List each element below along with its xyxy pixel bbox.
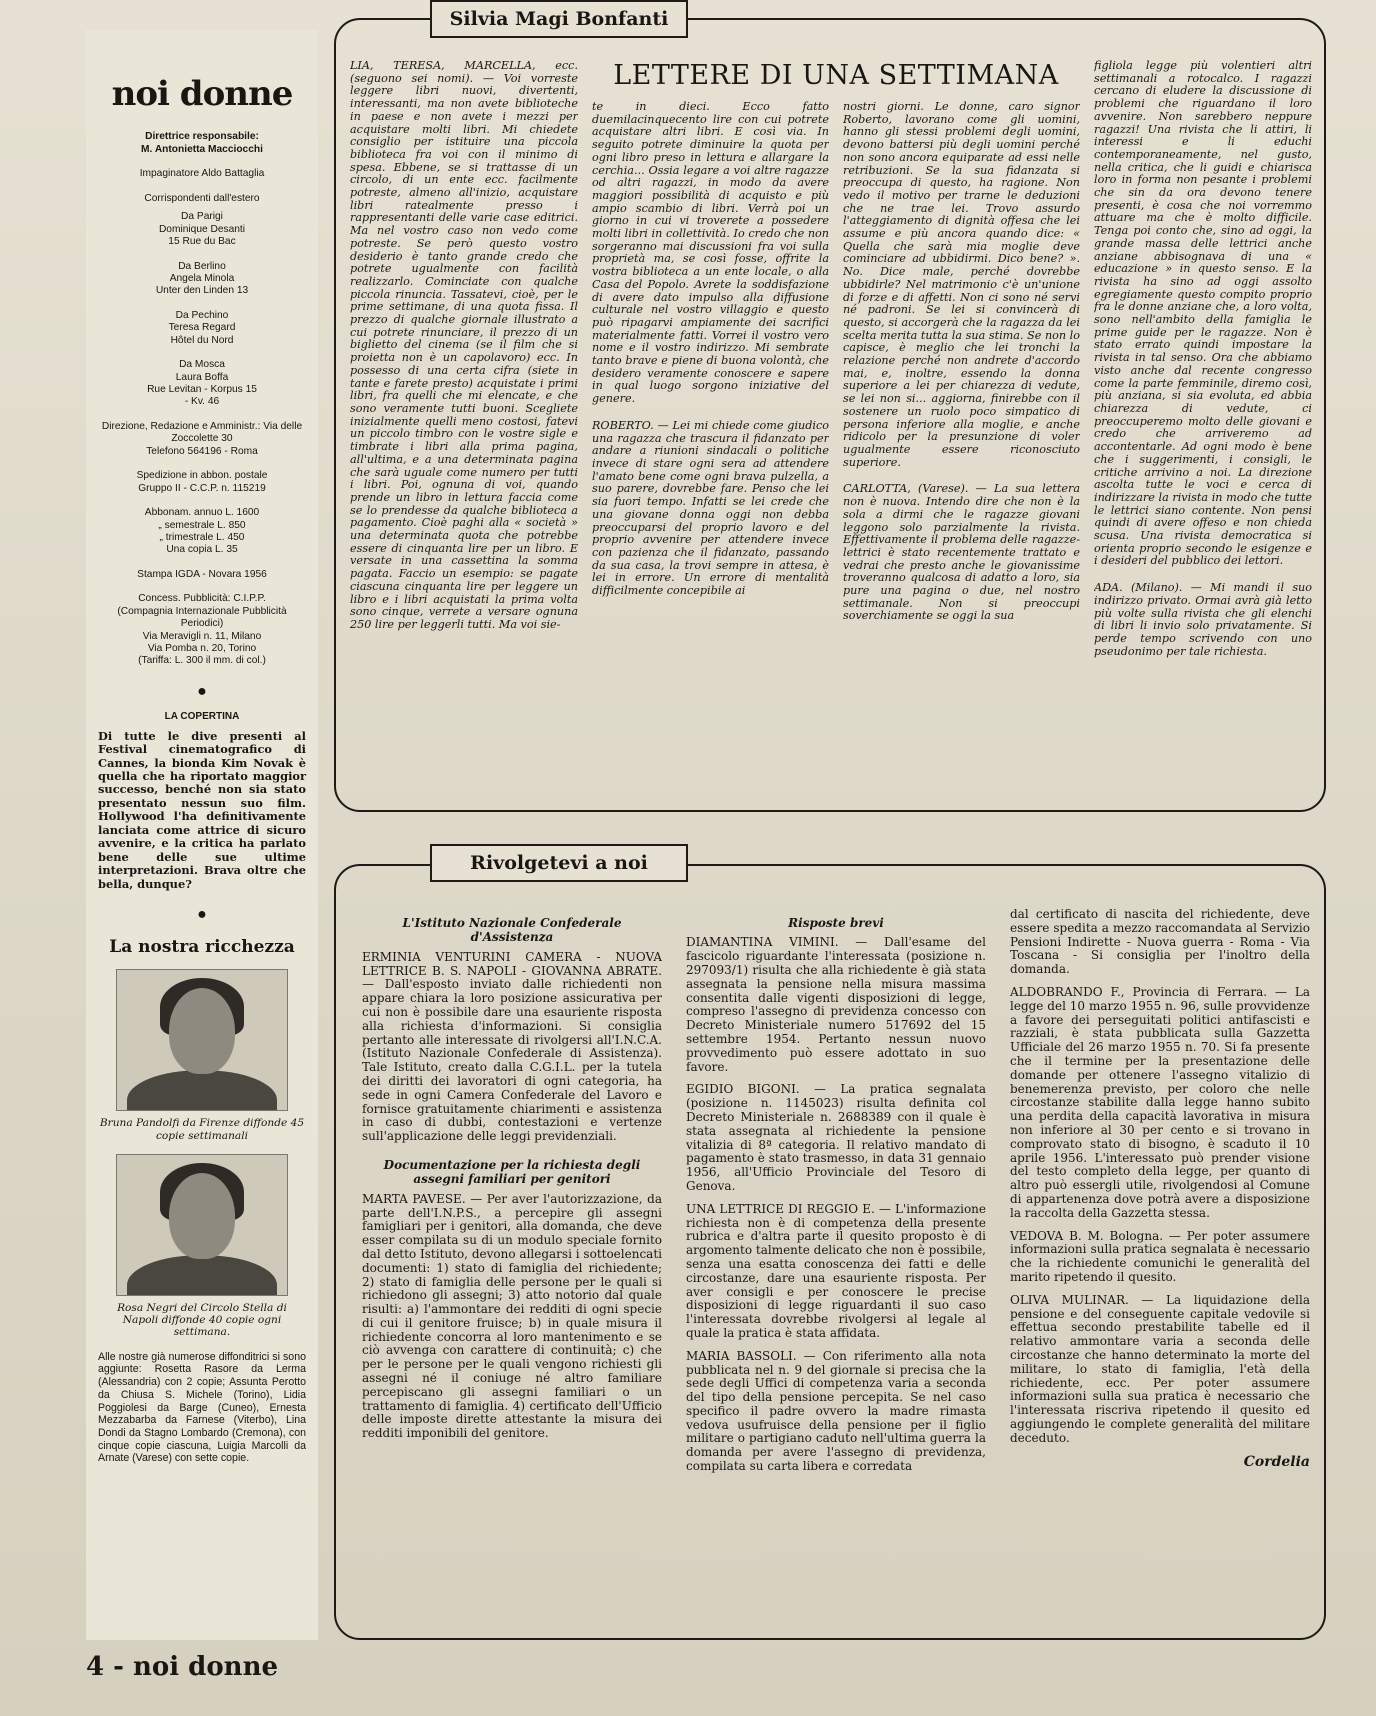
advice-tab: Rivolgetevi a noi [430, 844, 688, 882]
advice-text: ALDOBRANDO F., Provincia di Ferrara. — La legge del 10 marzo 1955 n. 96, sulle provvidenze a favore dei perseguitati politici antifascisti e razziali, è stata pubblicata sulla Gazzetta Ufficiale del 26 marzo 1955 n. 70. Si fa presente che il termine per la presentazione delle domande per ottenere l'assegno vitalizio di benemerenza previsto, per coloro che nelle circostanze stabilite dalla legge hanno subito una perdita della capacità lavorativa in misura non inferiore al 30 per cento e si trovano in comprovato stato di bisogno, è scaduto il 10 aprile 1956. L'interessato può prender visione del testo completo della legge, per quanto di altro può essergli utile, rivolgendosi al Comune di appartenenza dove potrà avere a disposizione la raccolta della Gazzetta stessa. [1010, 984, 1310, 1220]
director-label: Direttrice responsabile: [145, 131, 259, 143]
page-footer: 4 - noi donne [86, 1652, 279, 1682]
letters-center-cols [592, 101, 1080, 800]
letter-text: LIA, TERESA, MARCELLA, ecc. (seguono sei nomi). — Voi vorreste leggere libri nuovi, divertenti, interessanti, ma non avete biblioteche in paese e non avete i mezzi per acquistare molti libri. Mi chiedete consiglio per istituire una piccola biblioteca fra voi con il minimo di spesa. Ebbene, se si trattasse di un circolo, di un ente ecc. facilmente potreste, almeno all'inizio, acquistare libri ratealmente presso i rappresentanti delle varie case editrici. Ma nel vostro caso non vedo come potreste. Se però questo vostro desiderio è tanto grande credo che potrete ugualmente con facilità realizzarlo. Cominciate con qualche piccola rinuncia. Tassatevi, cioè, per le prime settimane, di una quota fissa. Il prezzo di qualche giornale illustrato a cui potrete rinunciare, il prezzo di un biglietto del cinema (se il film che si proietta non è un capolavoro) ecc. In possesso di una certa cifra (siete in tante e farete presto) acquistate i primi libri, fra quelli che mi elencate, e che sono veramente tutti buoni. Scegliete inizialmente quelli meno costosi, fatevi un piccolo timbro con le vostre sigle e timbrate i libri alla prima pagina, all'ultima, e a una determinata pagina che sarà uguale come numero per tutti i libri. Poi, ognuna di voi, quando prende un libro in lettura faccia come se lo prendesse da qualche biblioteca a pagamento. Cioè paghi alla « società » una determinata quota che potrebbe essere di cinquanta lire per un libro. E versate in una cassettina la somma pagata. Faccio un esempio: se pagate ciascuna cinquanta lire per leggere un libro e i libri acquistati la prima volta sono cinque, verrete a versare ognuna 250 lire per leggerli tutti. Ma voi sie- [350, 60, 578, 631]
short-answers-heading: Risposte brevi [788, 916, 884, 930]
subscription-prices: Abbonam. annuo L. 1600 „ semestrale L. 850 „ trimestrale L. 450 Una copia L. 35 [144, 507, 260, 556]
contributors-text: Alle nostre già numerose diffonditrici si sono aggiunte: Rosetta Rasore da Lerma (Alessandria) con 2 copie; Assunta Perotto da Chiusa S. Michele (Torino), Lidia Poggiolesi da Barge (Cuneo), Ernesta Mezzabarba da Farnese (Viterbo), Lina Dondi da Stagno Lombardo (Cremona), con cinque copie ciascuna, Luigia Marcolli da Arnate (Varese) con sette copie. [98, 1350, 306, 1465]
portrait-photo-1 [116, 969, 288, 1111]
correspondent-berlin: Da Berlino Angela Minola Unter den Linden 13 [155, 260, 249, 297]
director-name: M. Antonietta Macciocchi [141, 143, 263, 155]
letters-col-3 [843, 101, 1080, 800]
advice-col-1 [362, 908, 662, 1630]
letters-col-2 [592, 101, 829, 800]
advice-text: MARTA PAVESE. — Per aver l'autorizzazione, da parte dell'I.N.P.S., a percepire gli assegni famigliari per i genitori, alla domanda, che deve esser compilata su di un modulo speciale fornito dal detto Istituto, devono allegarsi i sottoelencati documenti: 1) stato di famiglia del richiedente; 2) stato di famiglia delle persone per le quali si richiedono gli assegni; 3) atto notorio dal quale risulti: a) l'ammontare dei redditi di ogni specie di cui il genitore fruisce; b) in quale misura il richiedente concorra al loro mantenimento e se ciò avvenga con carattere di continuità; c) che per le persone per le quali vengono richiesti gli assegni né il coniuge né altro familiare percepiscano gli assegni familiari o un trattamento di famiglia. 4) certificato dell'Ufficio delle imposte dirette attestante la misura dei redditi imponibili del genitore. [362, 1191, 662, 1441]
editorial-address: Direzione, Redazione e Amministr.: Via delle Zoccolette 30 Telefono 564196 - Roma [101, 420, 303, 457]
letters-center [592, 60, 1080, 800]
advice-text: EGIDIO BIGONI. — La pratica segnalata (posizione n. 1145023) risulta definita col Decreto Ministeriale n. 2688389 con il quale è stata assegnata al richiedente la pensione vitalizia di 8ª categoria. Il relativo mandato di pagamento è stato trasmesso, in data 31 gennaio 1956, all'Ufficio Provinciale del Tesoro di Genova. [686, 1082, 986, 1193]
printer-credit: Stampa IGDA - Novara 1956 [137, 568, 267, 580]
advice-text: ERMINIA VENTURINI CAMERA - NUOVA LETTRICE B. S. NAPOLI - GIOVANNA ABRATE. — Dall'esposto inviato dalle richiedenti non appare chiara la loro posizione assicurativa per cui non è possibile dare una esauriente risposta alla richiesta d'informazioni. Si consiglia pertanto alle interessate di rivolgersi all'I.N.C.A. (Istituto Nazionale Confederale di Assistenza). Tale Istituto, creato dalla C.G.I.L. per la tutela dei diritti dei lavoratori di ogni categoria, ha sede in ogni Camera Confederale del Lavoro e fornisce gratuitamente chiarimenti e assistenza in caso di dubbi, contestazioni e vertenze sull'applicazione delle leggi previdenziali. [362, 949, 662, 1144]
correspondent-beijing: Da Pechino Teresa Regard Hôtel du Nord [168, 309, 236, 346]
letters-col-1 [350, 60, 578, 800]
photo-caption-2: Rosa Negri del Circolo Stella di Napoli diffonde 40 copie ogni settimana. [117, 1301, 287, 1339]
masthead-title: noi donne [111, 74, 293, 114]
correspondent-moscow: Da Mosca Laura Boffa Rue Levitan - Korpus 15 - Kv. 46 [147, 359, 257, 408]
advertising-info: Concess. Pubblicità: C.I.P.P. (Compagnia Internazionale Pubblicità Periodici) Via Meravigli n. 11, Milano Via Pomba n. 20, Torino (Tariffa: L. 300 il mm. di col.) [117, 593, 287, 667]
letters-col-4 [1094, 60, 1312, 800]
bullet-icon: ● [197, 682, 207, 700]
postal-shipping: Spedizione in abbon. postale Gruppo II - C.C.P. n. 115219 [136, 470, 268, 494]
allowances-heading: Documentazione per la richiesta degli assegni familiari per genitori [383, 1157, 641, 1187]
advice-text: VEDOVA B. M. Bologna. — Per poter assumere informazioni sulla pratica segnalata è necessario che la richiedente comunichi le generalità del marito ripetendo il quesito. [1010, 1228, 1310, 1284]
wealth-heading: La nostra ricchezza [109, 936, 295, 957]
advice-text: dal certificato di nascita del richiedente, deve essere spedita a mezzo raccomandata al Servizio Pensioni Indirette - Nuova guerra - Roma - Via Toscana - Si consiglia per l'inoltro della domanda. [1010, 908, 1310, 977]
advice-col-2 [686, 908, 986, 1630]
advice-columns [362, 908, 1310, 1630]
inca-heading: L'Istituto Nazionale Confederale d'Assistenza [402, 916, 622, 945]
signature: Cordelia [1243, 1454, 1310, 1471]
letter-text: te in dieci. Ecco fatto duemilacinquecento lire con cui potrete acquistare altri libri. E così via. In seguito potrete diminuire la quota per ogni libro preso in lettura e allargare la cerchia... Ossia legare a voi altre ragazze od altri ragazzi, in modo da avere maggiori possibilità di acquisto e più ampio scambio di libri. Verrà poi un giorno in cui vi troverete a possedere molti libri in collettività. Io credo che non sorgeranno mai discussioni fra voi sulla proprietà ma, se così fosse, offrite la vostra biblioteca a un ente locale, o alla Casa del Popolo. Avrete la soddisfazione di avere dato impulso alla diffusione culturale nel vostro villaggio e questo può ripagarvi ampiamente dei sacrifici materialmente fatti. Vorrei il vostro vero nome e il vostro indirizzo. Mi sembrate tanto brave e piene di buona volontà, che desidero veramente conoscere e sapere in qual luogo sorgono iniziative del genere. [592, 101, 829, 406]
photo-caption-1: Bruna Pandolfi da Firenze diffonde 45 copie settimanali [99, 1117, 305, 1142]
letter-text: ROBERTO. — Lei mi chiede come giudico una ragazza che trascura il fidanzato per andare a riunioni sindacali o politiche invece di stare ogni sera ad attendere l'amato bene come ogni brava pulzella, a suo parere, dovrebbe fare. Penso che lei sia fuori tempo. Infatti se lei crede che una giovane donna oggi non debba preoccuparsi del proprio lavoro e del proprio avvenire per attendere invece con pazienza che il fidanzato, passando da sua casa, la trovi sempre in attesa, è lei in errore. Un errore di mentalità difficilmente concepibile ai [592, 418, 829, 598]
letters-columns [350, 60, 1312, 800]
letter-text: ADA. (Milano). — Mi mandi il suo indirizzo privato. Ormai avrà già letto più volte sulla rivista che gli elenchi di libri li invio solo privatamente. Si perde tempo scrivendo con uno pseudonimo per tale richiesta. [1094, 581, 1312, 658]
cover-heading: LA COPERTINA [164, 711, 240, 723]
advice-text: UNA LETTRICE DI REGGIO E. — L'informazione richiesta non è di competenza della presente rubrica e d'altra parte il quesito proposto è di argomento talmente delicato che non è possibile, senza una esatta conoscenza dei fatti e delle circostanze, dare una esauriente risposta. Per aver consigli e per conoscere le precise disposizioni di legge riguardanti il suo caso l'interessata dovrebbe rivolgersi al legale al quale la pratica è stata affidata. [686, 1201, 986, 1340]
correspondents-label: Corrispondenti dall'estero [144, 192, 260, 204]
advice-col-3 [1010, 908, 1310, 1630]
advice-text: MARIA BASSOLI. — Con riferimento alla nota pubblicata nel n. 9 del giornale si precisa che la sede degli Uffici di competenza varia a seconda del tipo della pensione percepita. Se nel caso specifico il padre ovvero la madre rimasta vedova usufruisce della pensione per il figlio militare o partigiano caduto nell'ultima guerra la domanda per avere l'assegno di previdenza, compilata su carta libera e corredata [686, 1348, 986, 1474]
advice-text: DIAMANTINA VIMINI. — Dall'esame del fascicolo riguardante l'interessata (posizione n. 297093/1) risulta che alla richiedente è già stata assegnata la pensione nella misura massima consentita dalle vigenti disposizioni di legge, compreso l'assegno di previdenza concesso con Decreto Ministeriale numero 517692 del 15 settembre 1954. Pertanto nessun nuovo provvedimento può essere adottato in suo favore. [686, 935, 986, 1074]
letters-headline: LETTERE DI UNA SETTIMANA [613, 60, 1059, 91]
layout-credit: Impaginatore Aldo Battaglia [139, 168, 265, 180]
correspondent-paris: Da Parigi Dominique Desanti 15 Rue du Bac [158, 211, 246, 248]
bullet-icon: ● [197, 906, 207, 924]
director-block [98, 131, 306, 156]
letters-author-tab: Silvia Magi Bonfanti [430, 0, 688, 38]
portrait-photo-2 [116, 1154, 288, 1296]
letter-text: figliola legge più volentieri altri settimanali a rotocalco. I ragazzi cercano di eludere la discussione di problemi che riguardano il loro avvenire. Non sarebbero neppure ragazzi! Una rivista che li attiri, li interessi e li educhi contemporaneamente, nel gusto, nella critica, che li guidi e chiarisca loro in forma non pesante i problemi che sin da ora devono tenere presenti, è cosa che noi vorremmo attuare ma che è molto difficile. Tenga poi conto che, sino ad oggi, la grande massa delle lettrici anche anziane abbisognava di una « educazione » in questo senso. E la rivista ha sino ad oggi assolto egregiamente questo compito proprio fra le donne anziane che, a loro volta, sono nell'ambito della famiglia le prime guide per le ragazze. Non è stato errato quindi impostare la rivista in tal senso. Ora che abbiamo visto anche dal recente congresso come la parte femminile, diremo così, più anziana, si sia evoluta, ed abbia chiarezza di vedute, ci preoccuperemo molto delle giovani e credo che arriveremo ad accontentarle. Ad ogni modo è bene che i suggerimenti, i consigli, le critiche arrivino a noi. La direzione ascolta tutte le voci e cerca di indirizzare la rivista in modo che tutte le lettrici siano contente. Non pensi quindi di avere offeso e non chieda scusa. Una rivista democratica si orienta proprio secondo le esigenze e i desideri del pubblico dei lettori. [1094, 60, 1312, 568]
advice-text: OLIVA MULINAR. — La liquidazione della pensione e del conseguente capitale vedovile si effettua secondo prestabilite tabelle ed il relativo ammontare varia a seconda delle circostanze che hanno determinato la morte del militare, lo stato di famiglia, l'età della richiedente, ecc. Per poter assumere informazioni sulla sua pratica è necessario che l'interessata riscriva ripetendo il quesito ed aggiungendo le complete generalità del militare deceduto. [1010, 1292, 1310, 1445]
masthead-column [86, 30, 318, 1640]
letter-text: nostri giorni. Le donne, caro signor Roberto, lavorano come gli uomini, hanno gli stessi problemi degli uomini, devono battersi più degli uomini perché non sono ancora equiparate ad essi nelle retribuzioni. Se la sua fidanzata si preoccupa di questo, ha ragione. Non vedo il motivo per trarne le deduzioni che ne trae lei. Trovo assurdo l'atteggiamento di dignità offesa che lei assume e più ancora quando dice: « Quella che sarà mia moglie deve cominciare ad ubbidirmi. Dico bene? ». No. Dice male, perché dovrebbe ubbidirle? Nel matrimonio c'è un'unione di forze e di affetti. Non ci sono né servi né padroni. Se lei si convincerà di questo, si accorgerà che la ragazza da lei scelta merita tutta la sua stima. Se non lo capisce, è meglio che lei tronchi la relazione perché non andrete d'accordo mai, e, inoltre, essendo la donna superiore a lei per chiarezza di vedute, se lei non si... aggiorna, finirebbe con il sostenere un ruolo poco simpatico di persona inferiore alla moglie, e anche ridicolo per la presunzione di voler ugualmente essere riconosciuto superiore. [843, 101, 1080, 469]
cover-text: Di tutte le dive presenti al Festival cinematografico di Cannes, la bionda Kim Novak è quella che ha riportato maggior successo, benché non sia stato presentato nessun suo film. Hollywood l'ha definitivamente lanciata come attrice di sicuro avvenire, e la critica ha parlato bene delle sue ultime interpretazioni. Brava oltre che bella, dunque? [98, 728, 306, 891]
letter-text: CARLOTTA, (Varese). — La sua lettera non è nuova. Intendo dire che non è la sola a dirmi che le ragazze giovani leggono solo parzialmente la rivista. Effettivamente il problema delle ragazze-lettrici è stato recentemente trattato e vedrai che presto anche le giovanissime troveranno qualcosa di adatto a loro, sia pure una pagina o due, nel nostro settimanale. Non si preoccupi soverchiamente se oggi la sua [843, 482, 1080, 623]
